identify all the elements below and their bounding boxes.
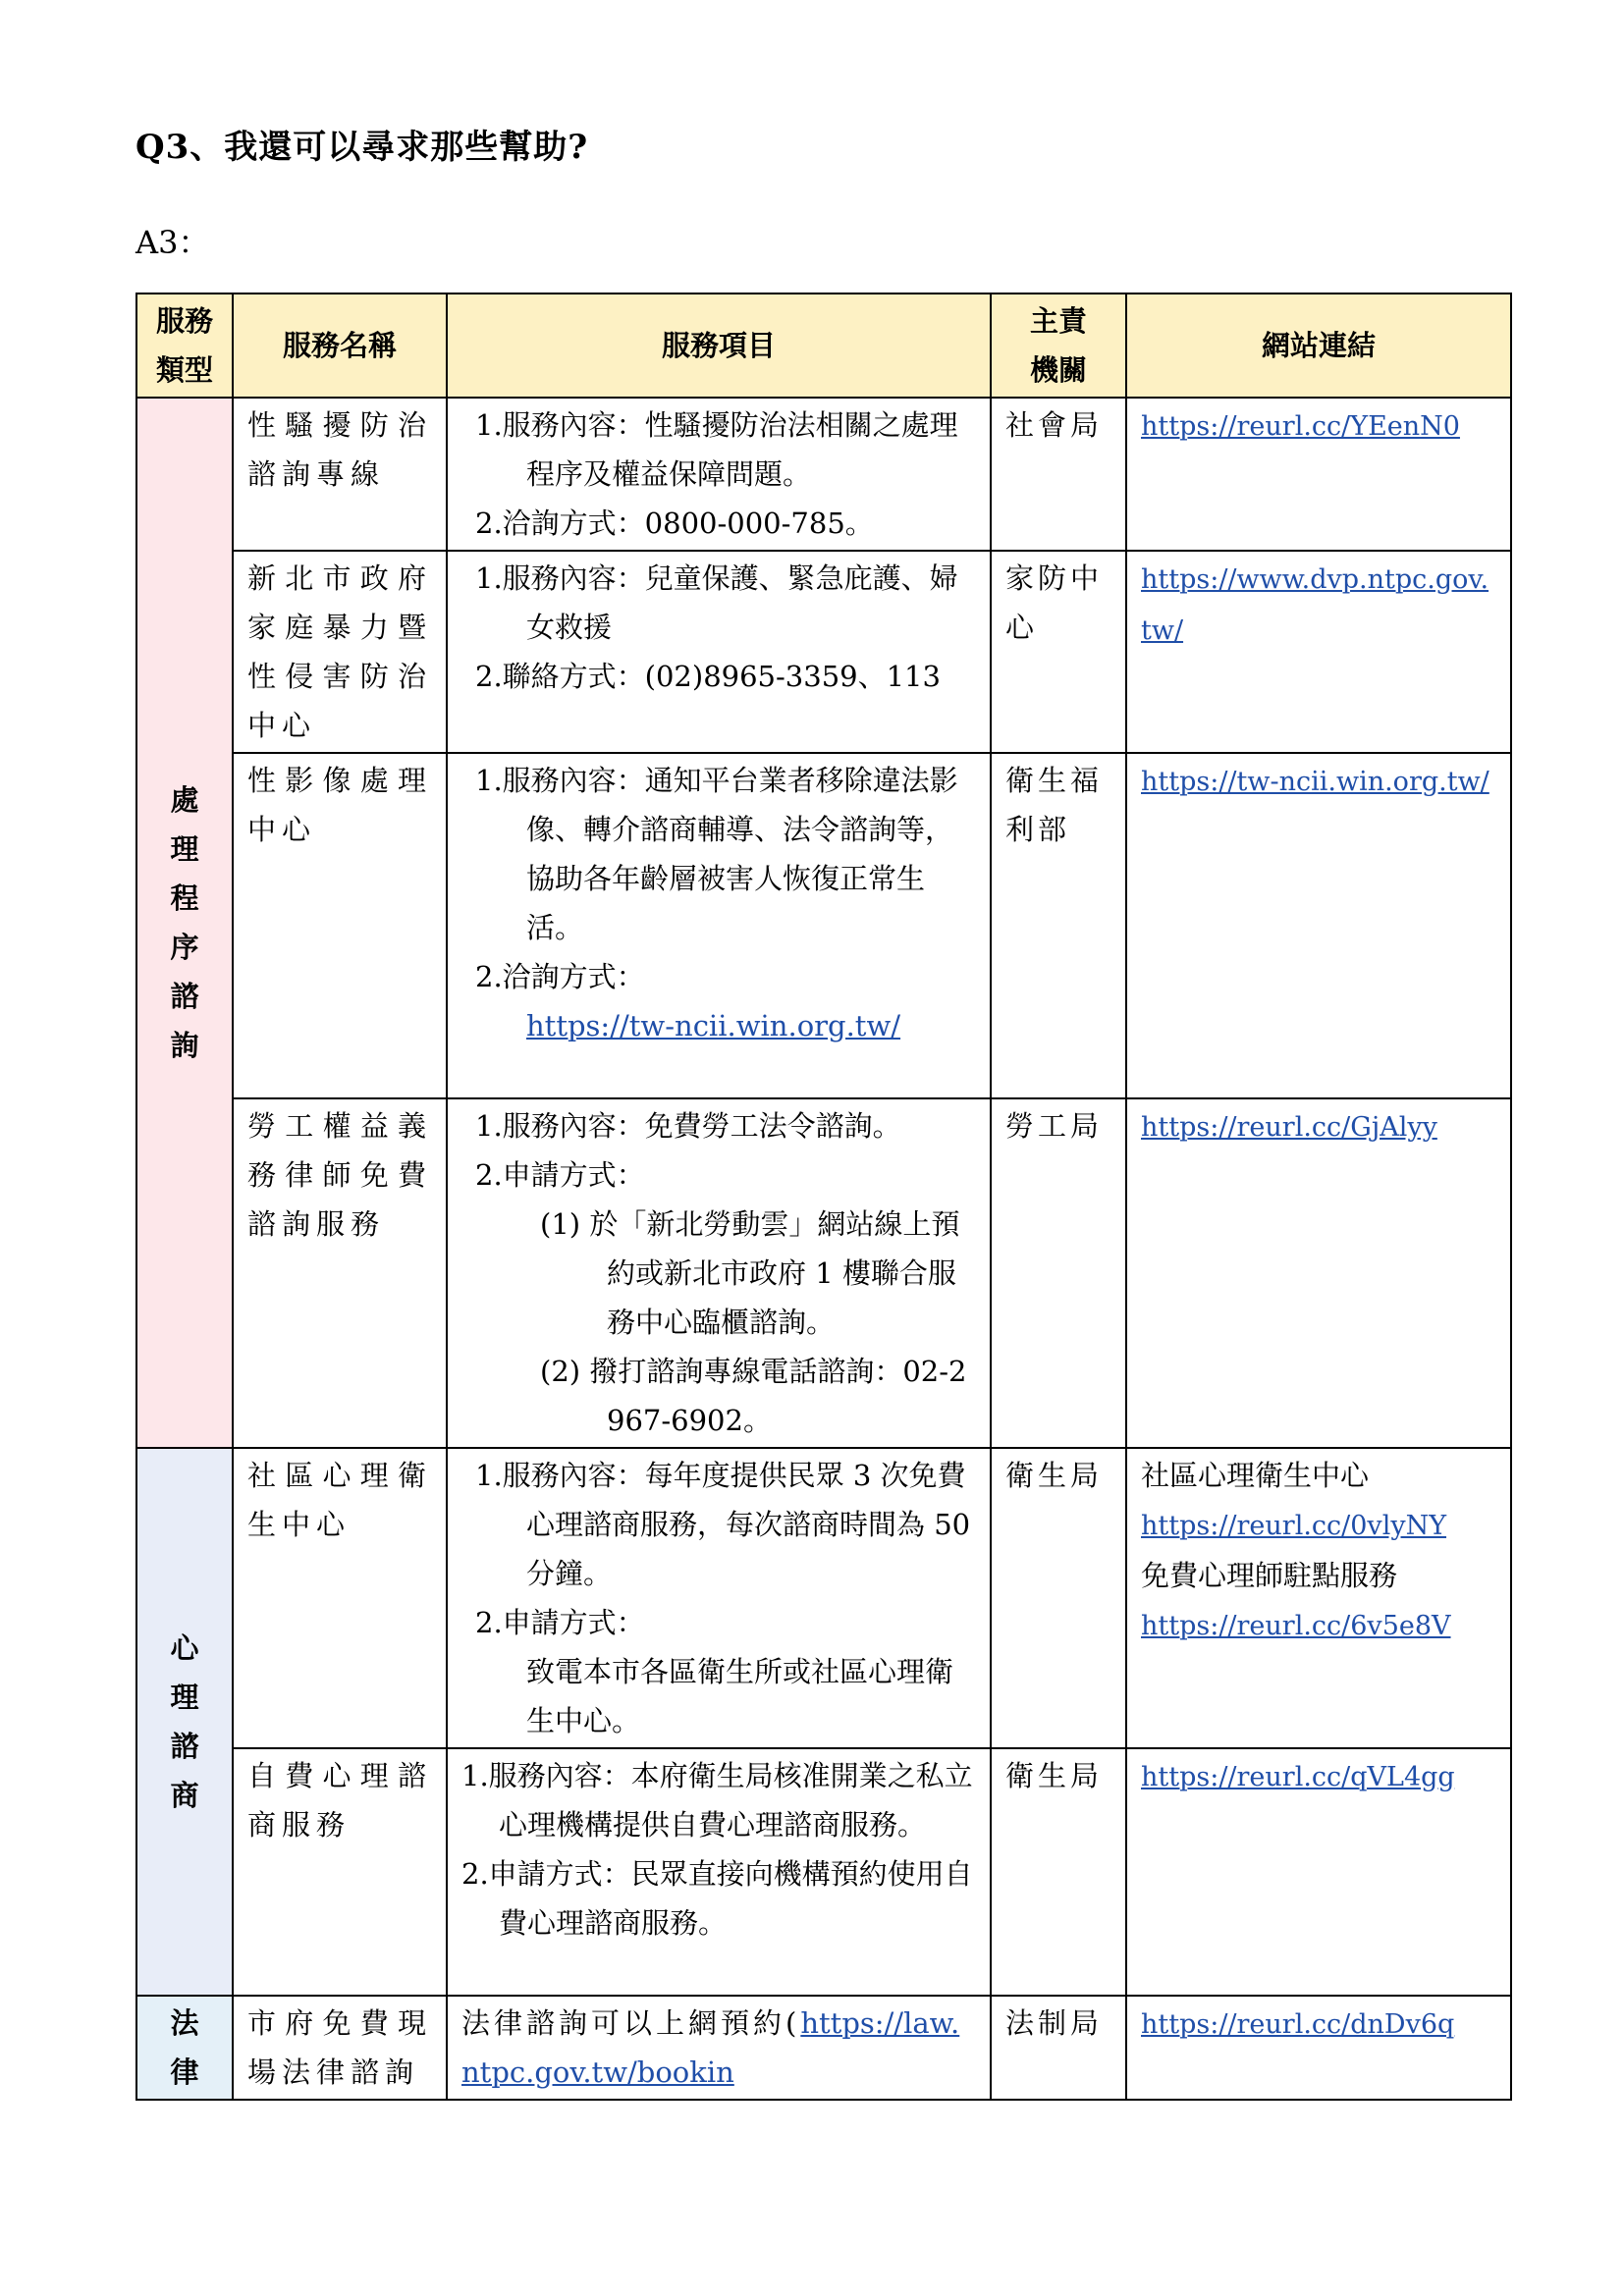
website-cell <box>1126 753 1511 1098</box>
website-link[interactable]: https://reurl.cc/0vlyNY <box>1141 1511 1447 1541</box>
website-cell <box>1126 1098 1511 1448</box>
category-procedure-consultation: 處 理 程 序 諮 詢 <box>136 398 233 1448</box>
service-items: 1.服務內容：性騷擾防治法相關之處理程序及權益保障問題。 2.洽詢方式：0800-000-785。 <box>447 398 991 551</box>
website-cell <box>1126 398 1511 551</box>
service-name: 社區心理衛生中心 <box>233 1448 447 1748</box>
table-row <box>136 1996 1511 2100</box>
website-link[interactable]: https://reurl.cc/dnDv6q <box>1141 2009 1455 2040</box>
service-name: 自費心理諮商服務 <box>233 1748 447 1996</box>
responsible-agency: 衛生局 <box>991 1748 1126 1996</box>
website-cell <box>1126 1448 1511 1748</box>
header-name: 服務名稱 <box>233 294 447 398</box>
website-label: 社區心理衛生中心 <box>1141 1459 1370 1492</box>
responsible-agency: 社會局 <box>991 398 1126 551</box>
question-heading: Q3、我還可以尋求那些幫助? <box>135 128 589 167</box>
booking-link[interactable]: https://law.ntpc.gov.tw/bookin <box>461 2006 960 2089</box>
table-row <box>136 753 1511 1098</box>
category-legal: 法 律 <box>136 1996 233 2100</box>
website-link[interactable]: https://reurl.cc/6v5e8V <box>1141 1611 1451 1641</box>
header-agency: 主責 機關 <box>991 294 1126 398</box>
website-link[interactable]: https://reurl.cc/YEenN0 <box>1141 411 1460 442</box>
answer-label: A3： <box>135 224 210 261</box>
website-cell <box>1126 551 1511 753</box>
table-row <box>136 398 1511 551</box>
table-row <box>136 1098 1511 1448</box>
website-cell <box>1126 1996 1511 2100</box>
table-row <box>136 551 1511 753</box>
service-items: 1.服務內容：免費勞工法令諮詢。 2.申請方式： (1) 於「新北勞動雲」網站線上預約或新北市政府 1 樓聯合服務中心臨櫃諮詢。 (2) 撥打諮詢專線電話諮詢：02-2967-6902。 <box>447 1098 991 1448</box>
service-items: 法律諮詢可以上網預約(https://law.ntpc.gov.tw/bookin <box>447 1996 991 2100</box>
website-cell <box>1126 1748 1511 1996</box>
services-table <box>135 293 1512 2101</box>
responsible-agency: 家防中心 <box>991 551 1126 753</box>
service-name: 勞工權益義務律師免費諮詢服務 <box>233 1098 447 1448</box>
website-link[interactable]: https://reurl.cc/qVL4gg <box>1141 1762 1455 1792</box>
service-items: 1.服務內容：通知平台業者移除違法影像、轉介諮商輔導、法令諮詢等，協助各年齡層被害人恢復正常生活。 2.洽詢方式： https://tw-ncii.win.org.tw/ <box>447 753 991 1098</box>
table-header-row <box>136 294 1511 398</box>
consultation-link[interactable]: https://tw-ncii.win.org.tw/ <box>526 1009 901 1042</box>
responsible-agency: 法制局 <box>991 1996 1126 2100</box>
header-website: 網站連結 <box>1126 294 1511 398</box>
service-items: 1.服務內容：兒童保護、緊急庇護、婦女救援 2.聯絡方式：(02)8965-3359、113 <box>447 551 991 753</box>
website-label: 免費心理師駐點服務 <box>1141 1559 1398 1592</box>
header-category: 服務 類型 <box>136 294 233 398</box>
service-name: 新北市政府家庭暴力暨性侵害防治中心 <box>233 551 447 753</box>
table-row <box>136 1748 1511 1996</box>
service-name: 性騷擾防治諮詢專線 <box>233 398 447 551</box>
service-items: 1.服務內容：本府衛生局核准開業之私立心理機構提供自費心理諮商服務。 2.申請方式：民眾直接向機構預約使用自費心理諮商服務。 <box>447 1748 991 1996</box>
responsible-agency: 勞工局 <box>991 1098 1126 1448</box>
category-psychological-counseling: 心 理 諮 商 <box>136 1448 233 1996</box>
responsible-agency: 衛生福利部 <box>991 753 1126 1098</box>
service-items: 1.服務內容：每年度提供民眾 3 次免費心理諮商服務，每次諮商時間為 50 分鐘。 2.申請方式： 致電本市各區衛生所或社區心理衛生中心。 <box>447 1448 991 1748</box>
service-name: 性影像處理中心 <box>233 753 447 1098</box>
website-link[interactable]: https://www.dvp.ntpc.gov.tw/ <box>1141 564 1489 646</box>
service-name: 市府免費現場法律諮詢 <box>233 1996 447 2100</box>
responsible-agency: 衛生局 <box>991 1448 1126 1748</box>
header-items: 服務項目 <box>447 294 991 398</box>
website-link[interactable]: https://reurl.cc/GjAlyy <box>1141 1112 1437 1143</box>
table-row <box>136 1448 1511 1748</box>
website-link[interactable]: https://tw-ncii.win.org.tw/ <box>1141 767 1489 797</box>
